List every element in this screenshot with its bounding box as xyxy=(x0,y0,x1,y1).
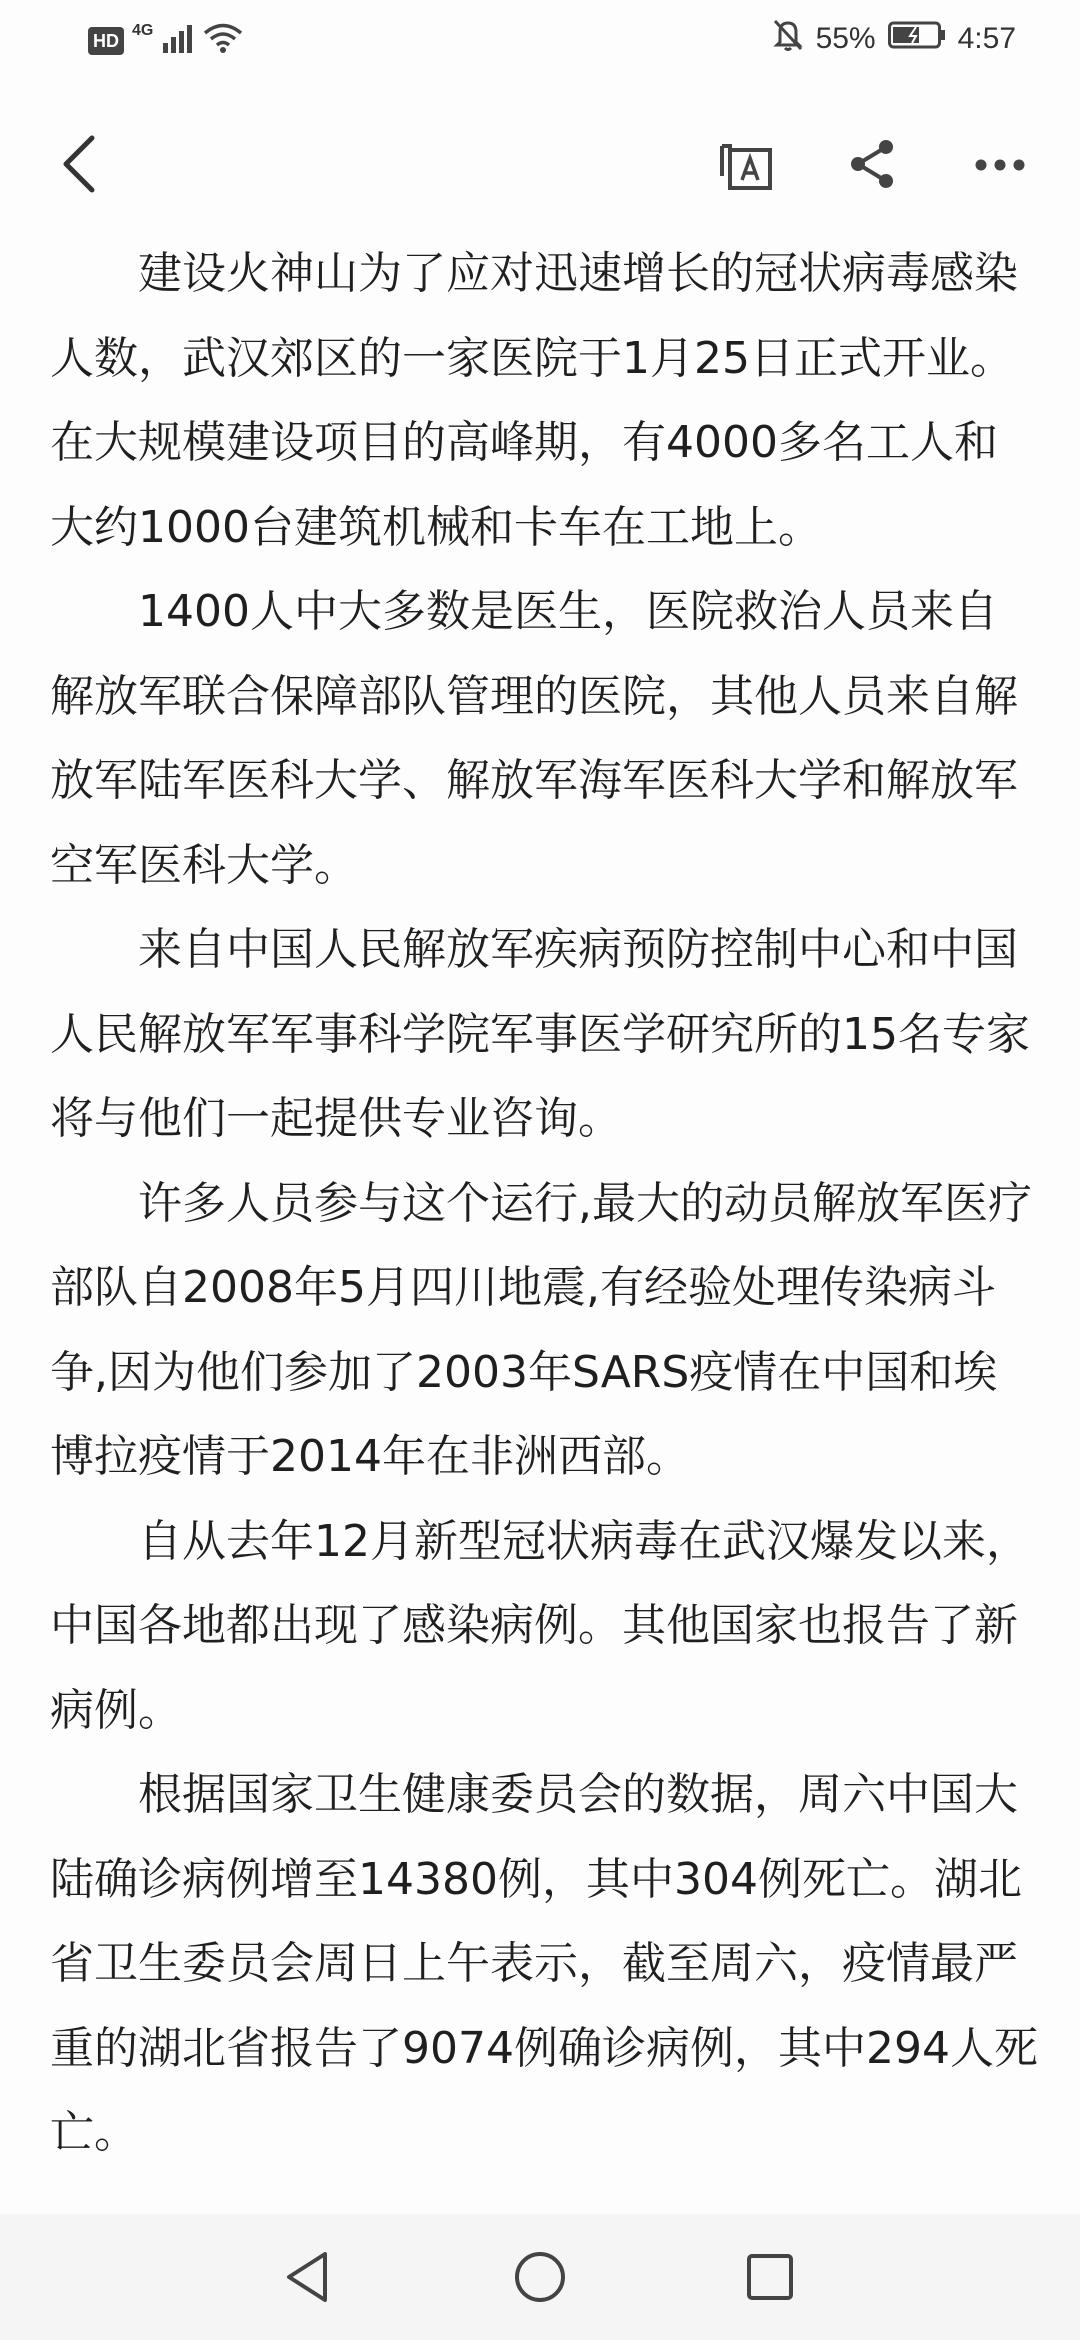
square-recent-icon xyxy=(745,2252,795,2306)
status-right xyxy=(772,18,1016,60)
network-type: 4G xyxy=(132,21,154,39)
article-paragraph: 1400人中大多数是医生，医院救治人员来自解放军联合保障部队管理的医院，其他人员来自解放军陆军医科大学、解放军海军医科大学和解放军空军医科大学。 xyxy=(50,586,1018,891)
triangle-back-icon xyxy=(283,2250,331,2308)
article-paragraph: 来自中国人民解放军疾病预防控制中心和中国人民解放军军事科学院军事医学研究所的15名专家将与他们一起提供专业咨询。 xyxy=(50,924,1030,1144)
article-paragraph: 许多人员参与这个运行,最大的动员解放军医疗部队自2008年5月四川地震,有经验处理传染病斗争,因为他们参加了2003年SARS疫情在中国和埃博拉疫情于2014年在非洲西部。 xyxy=(50,1177,1032,1482)
translate-button[interactable] xyxy=(706,126,786,206)
back-button[interactable] xyxy=(40,126,120,206)
battery-percent: 55% xyxy=(815,22,876,55)
share-icon xyxy=(848,138,896,194)
mute-bell-icon xyxy=(772,18,804,60)
system-navigation-bar xyxy=(0,2214,1080,2340)
clock-time: 4:57 xyxy=(957,22,1016,55)
wifi-icon xyxy=(203,22,243,59)
nav-recent-button[interactable] xyxy=(735,2244,805,2314)
article-paragraph: 建设火神山为了应对迅速增长的冠状病毒感染人数，武汉郊区的一家医院于1月25日正式开业。在大规模建设项目的高峰期，有4000多名工人和大约1000台建筑机械和卡车在工地上。 xyxy=(50,248,1018,553)
status-bar xyxy=(0,0,1080,84)
article-paragraph: 根据国家卫生健康委员会的数据，周六中国大陆确诊病例增至14380例，其中304例死亡。湖北省卫生委员会周日上午表示，截至周六，疫情最严重的湖北省报告了9074例确诊病例，其中294人死亡。 xyxy=(50,1769,1038,2158)
share-button[interactable] xyxy=(832,126,912,206)
signal-icon xyxy=(161,23,195,58)
nav-home-button[interactable] xyxy=(505,2244,575,2314)
article-content xyxy=(50,232,1040,2214)
article-paragraph: 自从去年12月新型冠状病毒在武汉爆发以来，中国各地都出现了感染病例。其他国家也报告了新病例。 xyxy=(50,1515,1030,1736)
more-horizontal-icon xyxy=(974,157,1026,176)
more-options-button[interactable] xyxy=(960,126,1040,206)
translate-icon xyxy=(718,136,774,196)
status-left xyxy=(88,22,243,59)
chevron-left-icon xyxy=(58,134,102,198)
battery-icon xyxy=(888,21,946,57)
circle-home-icon xyxy=(513,2250,567,2308)
hd-indicator: HD xyxy=(88,27,124,55)
nav-back-button[interactable] xyxy=(272,2244,342,2314)
app-bar xyxy=(0,120,1080,212)
